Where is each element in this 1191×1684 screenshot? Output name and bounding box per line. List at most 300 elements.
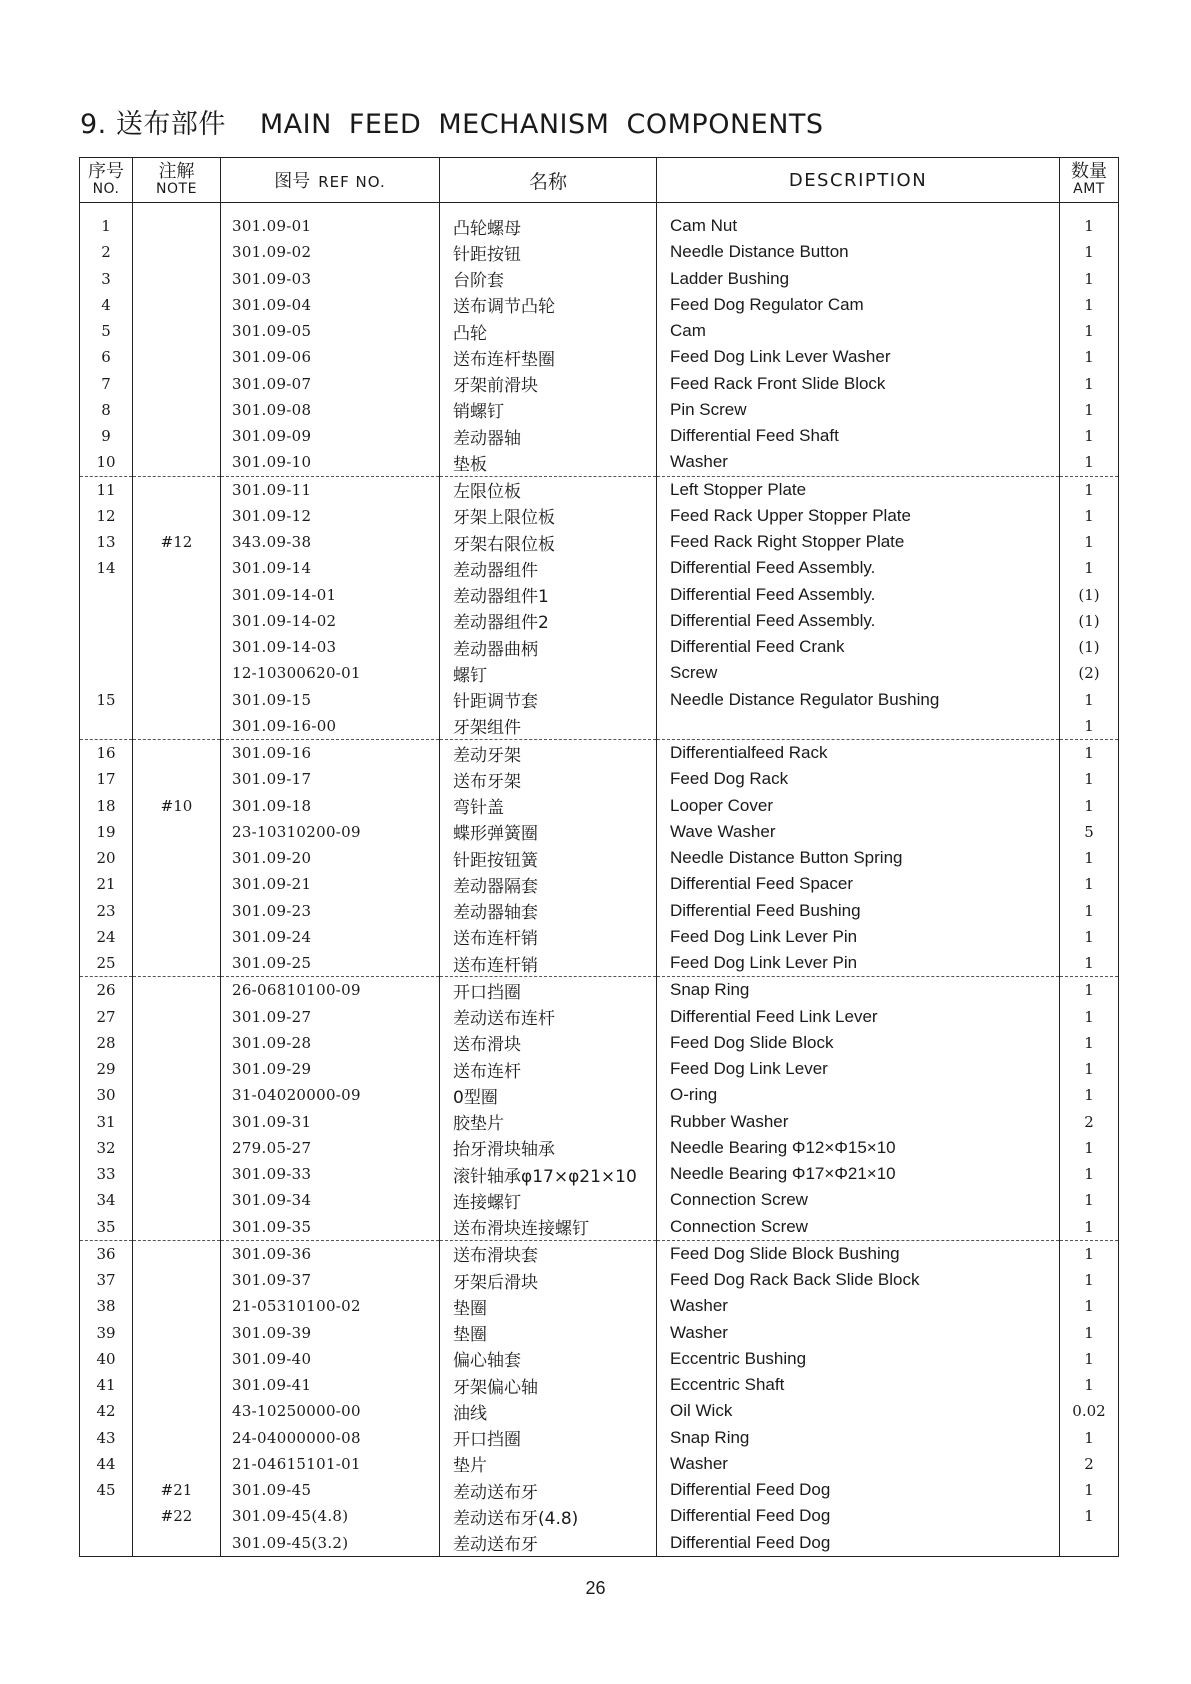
row-note [133,660,221,686]
row-amount: 1 [1060,1056,1119,1082]
row-name-cn: 弯针盖 [440,793,657,819]
table-row [80,819,1119,845]
row-number: 15 [80,687,133,713]
row-name-cn: 差动器组件2 [440,608,657,634]
row-name-cn: 送布牙架 [440,766,657,792]
row-description: Snap Ring [657,977,1060,1004]
row-description: Feed Dog Slide Block Bushing [657,1240,1060,1267]
table-row [80,1161,1119,1187]
row-ref-no: 301.09-06 [221,344,440,370]
row-description: Needle Bearing Φ12×Φ15×10 [657,1135,1060,1161]
row-ref-no: 301.09-10 [221,449,440,476]
row-description: Needle Distance Regulator Bushing [657,687,1060,713]
row-name-cn: 螺钉 [440,660,657,686]
row-amount: 1 [1060,292,1119,318]
row-name-cn: 凸轮 [440,318,657,344]
header-description [657,158,1060,203]
row-name-cn: 垫圈 [440,1320,657,1346]
row-description: Differential Feed Dog [657,1503,1060,1529]
table-row [80,1398,1119,1424]
row-name-cn: 胶垫片 [440,1109,657,1135]
row-ref-no: 301.09-16 [221,740,440,767]
row-number: 40 [80,1346,133,1372]
row-ref-no: 301.09-37 [221,1267,440,1293]
row-description: Feed Dog Link Lever Pin [657,950,1060,977]
row-amount: 1 [1060,555,1119,581]
table-row [80,713,1119,740]
row-amount: 1 [1060,203,1119,240]
table-row [80,1056,1119,1082]
row-number: 43 [80,1425,133,1451]
row-amount [1060,1530,1119,1557]
row-description: Left Stopper Plate [657,476,1060,503]
row-name-cn: 垫片 [440,1451,657,1477]
row-ref-no: 301.09-20 [221,845,440,871]
row-ref-no: 301.09-09 [221,423,440,449]
row-amount: 1 [1060,1030,1119,1056]
row-number: 26 [80,977,133,1004]
row-note [133,1082,221,1108]
row-ref-no: 21-05310100-02 [221,1293,440,1319]
header-name [440,158,657,203]
row-note: #22 [133,1503,221,1529]
row-name-cn: 差动器轴 [440,423,657,449]
row-number: 14 [80,555,133,581]
row-number: 35 [80,1214,133,1241]
row-amount: 1 [1060,239,1119,265]
row-name-cn: 针距按钮簧 [440,845,657,871]
row-number: 3 [80,266,133,292]
header-amt-cn: 数量 [1071,161,1107,183]
row-number: 25 [80,950,133,977]
row-number: 27 [80,1004,133,1030]
row-note [133,1372,221,1398]
row-number: 24 [80,924,133,950]
row-note [133,203,221,240]
row-description: Needle Distance Button [657,239,1060,265]
row-ref-no: 301.09-24 [221,924,440,950]
row-ref-no: 301.09-04 [221,292,440,318]
row-name-cn: 送布连杆销 [440,924,657,950]
row-description: Feed Dog Link Lever Washer [657,344,1060,370]
table-row [80,898,1119,924]
header-name-cn: 名称 [528,170,567,193]
row-ref-no: 301.09-35 [221,1214,440,1241]
row-ref-no: 301.09-28 [221,1030,440,1056]
row-number: 37 [80,1267,133,1293]
row-note [133,871,221,897]
row-ref-no: 23-10310200-09 [221,819,440,845]
row-number: 8 [80,397,133,423]
table-row [80,1030,1119,1056]
row-ref-no: 301.09-14-01 [221,582,440,608]
header-no-cn: 序号 [88,161,124,183]
row-ref-no: 301.09-25 [221,950,440,977]
page-title [80,102,824,141]
row-ref-no: 301.09-14-02 [221,608,440,634]
row-name-cn: 差动送布牙(4.8) [440,1503,657,1529]
row-note [133,950,221,977]
row-number: 19 [80,819,133,845]
row-ref-no: 279.05-27 [221,1135,440,1161]
row-ref-no: 301.09-45(4.8) [221,1503,440,1529]
row-description: Needle Bearing Φ17×Φ21×10 [657,1161,1060,1187]
row-name-cn: 牙架上限位板 [440,503,657,529]
row-number: 32 [80,1135,133,1161]
table-row [80,766,1119,792]
row-note [133,1293,221,1319]
table-row [80,1109,1119,1135]
row-number: 11 [80,476,133,503]
row-amount: 1 [1060,1161,1119,1187]
row-name-cn: 连接螺钉 [440,1187,657,1213]
row-name-cn: 差动器隔套 [440,871,657,897]
row-name-cn: 抬牙滑块轴承 [440,1135,657,1161]
row-number: 38 [80,1293,133,1319]
row-name-cn: 差动器组件1 [440,582,657,608]
row-note: #10 [133,793,221,819]
row-note [133,266,221,292]
row-amount: 1 [1060,449,1119,476]
row-name-cn: 送布连杆垫圈 [440,344,657,370]
row-amount: 1 [1060,1503,1119,1529]
table-row [80,203,1119,240]
row-number [80,634,133,660]
row-description: Feed Rack Right Stopper Plate [657,529,1060,555]
row-ref-no: 301.09-08 [221,397,440,423]
table-row [80,924,1119,950]
row-amount: 1 [1060,371,1119,397]
parts-table-body [80,203,1119,1557]
table-row [80,503,1119,529]
row-description: Cam Nut [657,203,1060,240]
table-row [80,1214,1119,1241]
header-ref-en: REF NO. [318,173,386,191]
row-amount: 0.02 [1060,1398,1119,1424]
row-number: 5 [80,318,133,344]
row-ref-no: 301.09-15 [221,687,440,713]
row-note [133,423,221,449]
table-row [80,1187,1119,1213]
table-row [80,1240,1119,1267]
row-number: 23 [80,898,133,924]
row-note [133,555,221,581]
row-ref-no: 301.09-05 [221,318,440,344]
table-row [80,397,1119,423]
row-name-cn: 偏心轴套 [440,1346,657,1372]
row-amount: 1 [1060,1267,1119,1293]
header-ref [221,158,440,203]
row-amount: 1 [1060,529,1119,555]
row-number: 18 [80,793,133,819]
row-ref-no: 301.09-18 [221,793,440,819]
row-note [133,1214,221,1241]
row-number: 9 [80,423,133,449]
row-name-cn: 左限位板 [440,476,657,503]
row-description: Differential Feed Crank [657,634,1060,660]
row-amount: 1 [1060,793,1119,819]
row-note: #21 [133,1477,221,1503]
row-amount: 1 [1060,1214,1119,1241]
row-ref-no: 21-04615101-01 [221,1451,440,1477]
row-description: Feed Rack Front Slide Block [657,371,1060,397]
table-row [80,871,1119,897]
row-description: Washer [657,1293,1060,1319]
row-note [133,1240,221,1267]
table-row [80,292,1119,318]
row-name-cn: 凸轮螺母 [440,203,657,240]
page-title-en: MAIN FEED MECHANISM COMPONENTS [259,109,824,140]
row-note [133,476,221,503]
row-note [133,239,221,265]
row-number: 31 [80,1109,133,1135]
row-number [80,1503,133,1529]
row-description: Wave Washer [657,819,1060,845]
row-note [133,1320,221,1346]
table-row [80,687,1119,713]
row-note [133,292,221,318]
row-name-cn: 送布连杆 [440,1056,657,1082]
row-amount: 1 [1060,740,1119,767]
row-description: Feed Dog Rack [657,766,1060,792]
row-description: Eccentric Shaft [657,1372,1060,1398]
table-row [80,634,1119,660]
table-row [80,318,1119,344]
page-title-cn: 9. 送布部件 [80,109,226,140]
row-ref-no: 301.09-39 [221,1320,440,1346]
row-number: 39 [80,1320,133,1346]
row-note [133,898,221,924]
row-ref-no: 301.09-12 [221,503,440,529]
row-description: Feed Dog Slide Block [657,1030,1060,1056]
row-description: Eccentric Bushing [657,1346,1060,1372]
row-ref-no: 301.09-03 [221,266,440,292]
row-amount: 1 [1060,1004,1119,1030]
table-row [80,1503,1119,1529]
row-note [133,1398,221,1424]
row-note: #12 [133,529,221,555]
row-note [133,687,221,713]
row-name-cn: 垫板 [440,449,657,476]
row-description: Washer [657,1320,1060,1346]
row-amount: 2 [1060,1109,1119,1135]
row-name-cn: 差动送布连杆 [440,1004,657,1030]
row-name-cn: 开口挡圈 [440,977,657,1004]
row-number: 44 [80,1451,133,1477]
row-amount: 1 [1060,687,1119,713]
row-ref-no: 301.09-11 [221,476,440,503]
row-amount: 1 [1060,266,1119,292]
row-ref-no: 301.09-29 [221,1056,440,1082]
row-note [133,977,221,1004]
row-ref-no: 301.09-27 [221,1004,440,1030]
row-number [80,1530,133,1557]
row-note [133,1346,221,1372]
table-row [80,1082,1119,1108]
header-description-en: DESCRIPTION [788,169,928,191]
row-name-cn: 差动牙架 [440,740,657,767]
row-amount: 1 [1060,1346,1119,1372]
table-row [80,529,1119,555]
row-number [80,582,133,608]
row-number: 17 [80,766,133,792]
table-row [80,1135,1119,1161]
table-row [80,1267,1119,1293]
row-amount: 1 [1060,1477,1119,1503]
table-row [80,793,1119,819]
row-description: Ladder Bushing [657,266,1060,292]
row-number [80,660,133,686]
header-ref-cn: 图号 [274,171,311,192]
table-row [80,582,1119,608]
row-amount: (1) [1060,634,1119,660]
row-name-cn: 滚针轴承φ17×φ21×10 [440,1161,657,1187]
row-number: 41 [80,1372,133,1398]
row-ref-no: 301.09-34 [221,1187,440,1213]
row-number: 28 [80,1030,133,1056]
row-amount: 1 [1060,950,1119,977]
row-note [133,766,221,792]
row-note [133,1451,221,1477]
header-amt [1060,158,1119,203]
row-number: 1 [80,203,133,240]
row-ref-no: 301.09-21 [221,871,440,897]
row-name-cn: 0型圈 [440,1082,657,1108]
row-description: Differential Feed Assembly. [657,555,1060,581]
table-row [80,1320,1119,1346]
row-note [133,1161,221,1187]
row-amount: 1 [1060,845,1119,871]
row-name-cn: 差动器轴套 [440,898,657,924]
row-note [133,740,221,767]
row-amount: 1 [1060,977,1119,1004]
row-ref-no: 301.09-45 [221,1477,440,1503]
row-description: Differential Feed Link Lever [657,1004,1060,1030]
row-description: Differential Feed Shaft [657,423,1060,449]
row-ref-no: 301.09-41 [221,1372,440,1398]
row-description: Feed Dog Link Lever [657,1056,1060,1082]
row-description: Differentialfeed Rack [657,740,1060,767]
table-row [80,1451,1119,1477]
header-amt-en: AMT [1073,181,1105,198]
row-name-cn: 送布连杆销 [440,950,657,977]
row-name-cn: 销螺钉 [440,397,657,423]
table-row [80,555,1119,581]
table-row [80,977,1119,1004]
row-name-cn: 针距调节套 [440,687,657,713]
row-ref-no: 301.09-23 [221,898,440,924]
row-description: Rubber Washer [657,1109,1060,1135]
row-note [133,1056,221,1082]
row-description: Washer [657,449,1060,476]
row-description [657,713,1060,740]
row-name-cn: 差动器曲柄 [440,634,657,660]
row-name-cn: 开口挡圈 [440,1425,657,1451]
table-row [80,239,1119,265]
row-ref-no: 301.09-45(3.2) [221,1530,440,1557]
row-ref-no: 301.09-17 [221,766,440,792]
row-note [133,1030,221,1056]
row-amount: (1) [1060,582,1119,608]
row-description: Washer [657,1451,1060,1477]
row-number: 4 [80,292,133,318]
row-amount: 1 [1060,713,1119,740]
table-row [80,1530,1119,1557]
row-amount: 1 [1060,318,1119,344]
row-description: Differential Feed Spacer [657,871,1060,897]
row-description: Feed Dog Link Lever Pin [657,924,1060,950]
row-note [133,397,221,423]
row-note [133,634,221,660]
row-number: 2 [80,239,133,265]
row-amount: (1) [1060,608,1119,634]
row-note [133,449,221,476]
row-amount: 1 [1060,1372,1119,1398]
row-number [80,713,133,740]
table-row [80,371,1119,397]
row-number: 12 [80,503,133,529]
row-amount: 1 [1060,476,1119,503]
table-row [80,476,1119,503]
row-ref-no: 24-04000000-08 [221,1425,440,1451]
header-no [80,158,133,203]
row-amount: 1 [1060,1425,1119,1451]
row-description: Pin Screw [657,397,1060,423]
row-amount: 1 [1060,1135,1119,1161]
row-note [133,1267,221,1293]
row-ref-no: 301.09-14-03 [221,634,440,660]
table-row [80,1477,1119,1503]
page-number: 26 [585,1578,606,1598]
row-amount: 1 [1060,1082,1119,1108]
row-note [133,713,221,740]
row-description: Looper Cover [657,793,1060,819]
table-row [80,740,1119,767]
row-number: 6 [80,344,133,370]
table-row [80,449,1119,476]
row-note [133,1135,221,1161]
row-description: Differential Feed Assembly. [657,582,1060,608]
row-description: Needle Distance Button Spring [657,845,1060,871]
row-number: 7 [80,371,133,397]
row-name-cn: 针距按钮 [440,239,657,265]
row-number: 33 [80,1161,133,1187]
row-amount: (2) [1060,660,1119,686]
row-number: 42 [80,1398,133,1424]
row-note [133,608,221,634]
row-note [133,1425,221,1451]
row-amount: 1 [1060,423,1119,449]
row-note [133,371,221,397]
row-ref-no: 301.09-07 [221,371,440,397]
row-name-cn: 牙架组件 [440,713,657,740]
row-amount: 5 [1060,819,1119,845]
row-description: Differential Feed Dog [657,1477,1060,1503]
row-name-cn: 牙架偏心轴 [440,1372,657,1398]
row-number: 34 [80,1187,133,1213]
row-ref-no: 301.09-31 [221,1109,440,1135]
row-note [133,1004,221,1030]
row-amount: 1 [1060,503,1119,529]
row-amount: 1 [1060,397,1119,423]
row-number: 16 [80,740,133,767]
table-row [80,423,1119,449]
row-note [133,344,221,370]
row-ref-no: 301.09-16-00 [221,713,440,740]
table-row [80,266,1119,292]
row-name-cn: 送布调节凸轮 [440,292,657,318]
row-name-cn: 送布滑块 [440,1030,657,1056]
